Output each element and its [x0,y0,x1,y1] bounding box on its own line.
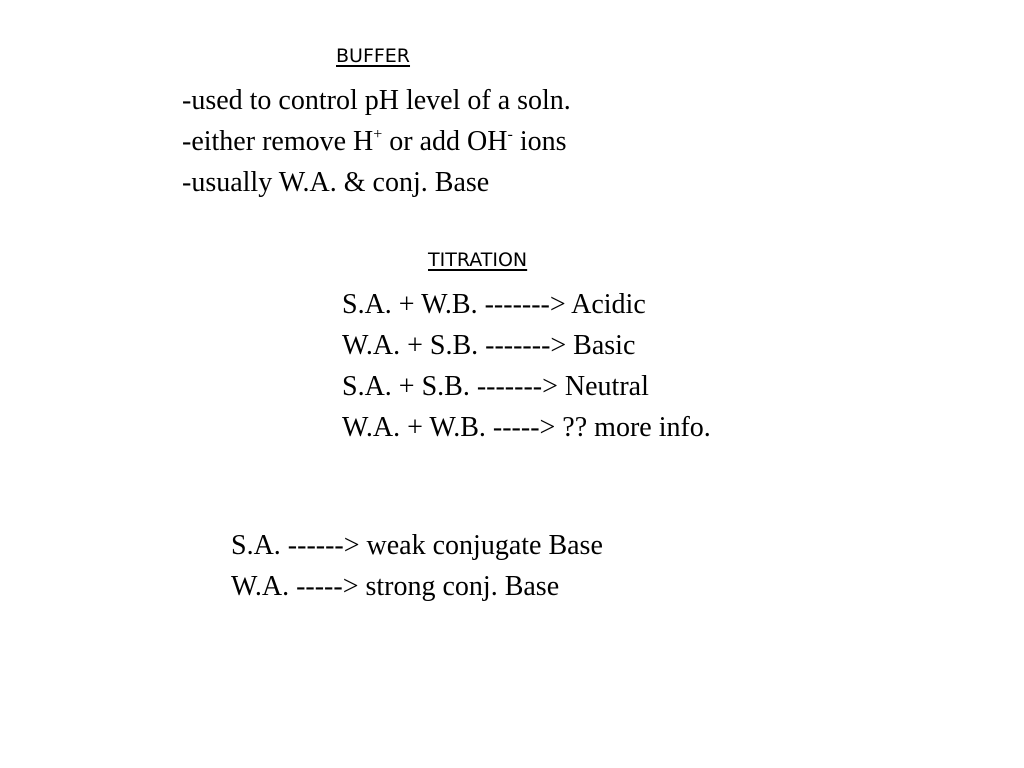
titration-line-neutral: S.A. + S.B. -------> Neutral [342,371,649,402]
buffer-line-2-mid: or add OH [382,126,508,157]
buffer-line-1: -used to control pH level of a soln. [182,85,571,116]
titration-line-more-info: W.A. + W.B. -----> ?? more info. [342,412,711,443]
buffer-definition-list [182,80,571,203]
buffer-line-2 [182,121,571,162]
buffer-line-3: -usually W.A. & conj. Base [182,167,490,198]
buffer-heading: BUFFER [336,45,411,67]
titration-line-basic: W.A. + S.B. -------> Basic [342,330,636,361]
hydroxide-ion-charge: - [507,126,513,143]
conjugate-line-strong-acid: S.A. ------> weak conjugate Base [231,530,603,561]
conjugate-base-list [231,525,603,607]
titration-line-acidic: S.A. + W.B. -------> Acidic [342,289,646,320]
buffer-line-2-suffix: ions [512,126,567,157]
buffer-line-2-prefix: -either remove H [182,126,374,157]
hydrogen-ion-charge: + [373,126,383,143]
titration-list [342,284,711,448]
titration-heading: TITRATION [428,249,528,271]
conjugate-line-weak-acid: W.A. -----> strong conj. Base [231,571,560,602]
